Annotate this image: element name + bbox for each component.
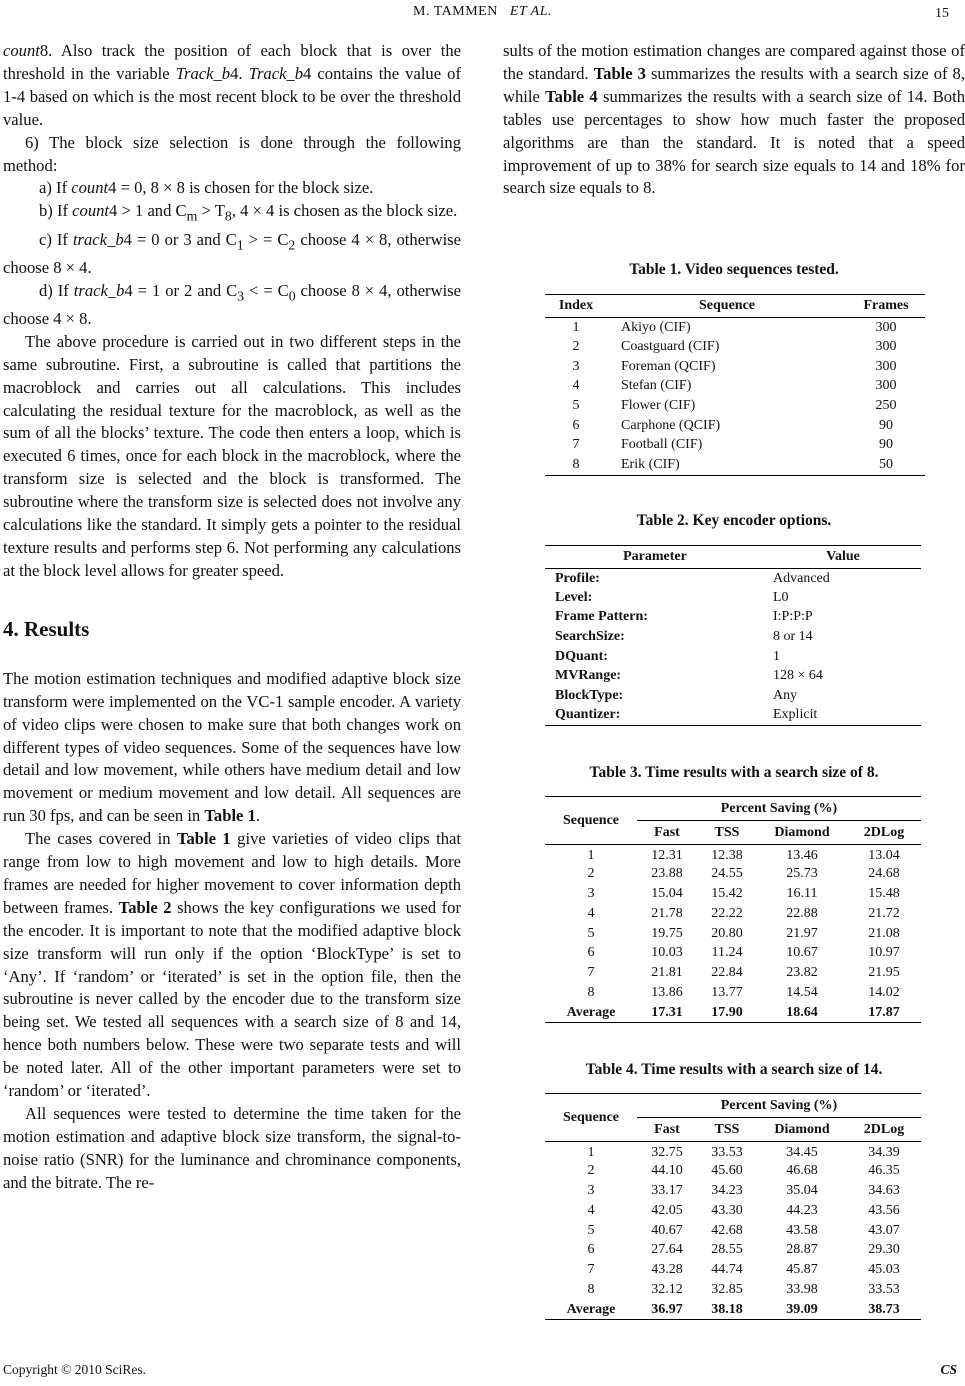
right-column xyxy=(503,40,965,200)
table4-cell: 1 xyxy=(587,1145,595,1161)
table4-cell: 33.98 xyxy=(786,1281,818,1297)
table3-cell: 22.84 xyxy=(711,965,743,981)
table1-cell: Football (CIF) xyxy=(621,437,703,453)
table1-cell: 50 xyxy=(847,455,925,475)
table2-param: SearchSize: xyxy=(555,629,625,645)
rule-b: b) If count4 > 1 and $C_m > T_8$, 4 × 4 is chosen as the block size. xyxy=(39,201,458,224)
table4-header: Diamond xyxy=(757,1118,847,1142)
journal-abbrev: CS xyxy=(940,1362,957,1377)
table3-cell: 7 xyxy=(587,965,595,981)
table1-cell: Flower (CIF) xyxy=(621,398,696,414)
table3-cell: 22.88 xyxy=(786,905,818,921)
table1-cell: 90 xyxy=(879,417,893,433)
table4-cell: 42.05 xyxy=(651,1202,683,1218)
table2-header: Value xyxy=(765,546,921,569)
table-row xyxy=(545,943,921,963)
table-row xyxy=(545,1280,921,1300)
page-number: 15 xyxy=(935,6,949,21)
paragraph-cases: The cases covered in Table 1 give varieties of video clips that range from low to high movement and low to high details. More frames are needed for higher movement to cover information depth between frames. Table 2 shows the key configurations we used for the encoder. It is important to note that the modified adaptive block size transform will run only if the option ‘BlockType’ is set to ‘Any’. If ‘random’ or ‘iterated’ is set in the option file, then the subroutine is never called by the encoder due to the transform size being set. We tested all sequences with a search size of 8 and 14, hence both numbers below. These were two separate tests and will be noted later. All of the other important parameters were set to ‘random’ or ‘iterated’. xyxy=(3,829,461,1101)
table4-cell: 34.63 xyxy=(868,1182,900,1198)
table3-cell: 12.38 xyxy=(711,848,743,864)
table4-cell: 45.03 xyxy=(868,1262,900,1278)
table4-cell: 27.64 xyxy=(651,1242,683,1258)
table2-value: I:P:P:P xyxy=(773,609,813,625)
table3-cell: 14.54 xyxy=(786,984,818,1000)
table-row xyxy=(545,845,921,865)
table3-cell: 1 xyxy=(587,848,595,864)
paragraph-results-intro: The motion estimation techniques and modified adaptive block size transform were implemented on the VC-1 sample encoder. A variety of video clips were chosen to make sure that both changes work on different types of video sequences. Some of the sequences have low detail and low movement, while others have medium detail and low movement or medium movement and low detail. All sequences are run 30 fps, and can be seen in Table 1. xyxy=(3,668,461,826)
running-title xyxy=(0,4,965,20)
table4-cell: 45.87 xyxy=(786,1262,818,1278)
copyright: Copyright © 2010 SciRes. xyxy=(3,1362,147,1377)
table3-cell: 18.64 xyxy=(757,1003,847,1023)
table1-cell: 3 xyxy=(572,358,580,374)
table-row xyxy=(545,1240,921,1260)
table-row xyxy=(545,416,925,436)
paragraph-count8: count8. Also track the position of each block that is over the threshold in the variable Track_b4. Track_b4 contains the value of 1-4 based on which is the most recent block to be over the threshold value. xyxy=(3,41,461,129)
table3-cell: 21.95 xyxy=(868,965,900,981)
table3-cell: 23.88 xyxy=(651,866,683,882)
table4-header: TSS xyxy=(697,1118,757,1142)
table2-param: DQuant: xyxy=(555,648,608,664)
table1-cell: 4 xyxy=(572,378,580,394)
table2-param: MVRange: xyxy=(555,668,622,684)
table3-cell: 8 xyxy=(587,984,595,1000)
table-row xyxy=(545,983,921,1003)
table1-cell: Akiyo (CIF) xyxy=(621,319,691,335)
table3-cell: 21.72 xyxy=(868,905,900,921)
table3-cell: 15.42 xyxy=(711,885,743,901)
table1-cell: 300 xyxy=(875,319,897,335)
table4-cell: 43.07 xyxy=(868,1222,900,1238)
table4-cell: 29.30 xyxy=(868,1242,900,1258)
table4-cell: 46.68 xyxy=(786,1163,818,1179)
table4-caption: Table 4. Time results with a search size of 14. xyxy=(585,1061,883,1078)
table3-cell: 3 xyxy=(587,885,595,901)
table4-cell: 2 xyxy=(587,1163,595,1179)
table3-cell: 20.80 xyxy=(711,925,743,941)
table-row xyxy=(545,455,925,475)
paragraph-procedure: The above procedure is carried out in two different steps in the same subroutine. First, a subroutine is called that partitions the macroblock and carries out all calculations. This includes calculating the residual texture for the macroblock, as well as the sum of all the blocks’ texture. The code then enters a loop, which is executed 6 times, once for each block in the macroblock, where the transform size is selected and the block is transformed. The subroutine where the transform size is selected does not involve any calculations like the standard. It simply gets a pointer to the residual texture results and performs step 6. Not performing any calculations at the block level allows for greater speed. xyxy=(3,331,461,580)
table-row xyxy=(545,436,925,456)
table-row xyxy=(545,884,921,904)
table-row xyxy=(545,1161,921,1181)
table-row xyxy=(545,608,921,628)
table3-cell: 17.87 xyxy=(847,1003,921,1023)
table2-value: L0 xyxy=(773,589,789,605)
table3-cell: 17.31 xyxy=(637,1003,697,1023)
table-row xyxy=(545,904,921,924)
table4-cell: 40.67 xyxy=(651,1222,683,1238)
table1-cell: Foreman (QCIF) xyxy=(621,358,716,374)
table3 xyxy=(545,796,921,1023)
table-row xyxy=(545,337,925,357)
left-column xyxy=(3,40,461,1195)
table3-cell: 13.04 xyxy=(868,848,900,864)
table1-cell: 7 xyxy=(572,437,580,453)
table2-caption: Table 2. Key encoder options. xyxy=(636,512,832,529)
table4-cell: 34.39 xyxy=(868,1145,900,1161)
table3-cell: 21.08 xyxy=(868,925,900,941)
table3-cell: 17.90 xyxy=(697,1003,757,1023)
table4-cell: 33.17 xyxy=(651,1182,683,1198)
table1-cell: 5 xyxy=(572,398,580,414)
section-heading-results: 4. Results xyxy=(3,616,90,641)
table3-cell: 14.02 xyxy=(868,984,900,1000)
table1-cell: Stefan (CIF) xyxy=(621,378,692,394)
table2-value: Explicit xyxy=(765,706,921,726)
table-row xyxy=(545,1003,921,1023)
table3-cell: 4 xyxy=(587,905,595,921)
table3-cell: 21.81 xyxy=(651,965,683,981)
rule-d: d) If track_b4 = 1 or 2 and $C_3$ < = $C_0$ choose 8 × 4, otherwise choose 4 × 8. xyxy=(3,280,461,328)
table1-cell: 300 xyxy=(875,339,897,355)
table3-cell: 16.11 xyxy=(786,885,818,901)
table1-cell: 250 xyxy=(875,398,897,414)
table-row xyxy=(545,318,925,338)
table-row xyxy=(545,924,921,944)
table4-cell: 7 xyxy=(587,1262,595,1278)
table1-cell: Carphone (QCIF) xyxy=(621,417,721,433)
table1-cell: 90 xyxy=(879,437,893,453)
table1-header: Sequence xyxy=(607,295,847,318)
table-row xyxy=(545,1260,921,1280)
table3-header: Fast xyxy=(637,821,697,845)
table-row xyxy=(545,1201,921,1221)
table3-header: TSS xyxy=(697,821,757,845)
table4-group-header: Percent Saving (%) xyxy=(637,1094,921,1118)
table2-value: Advanced xyxy=(773,570,830,586)
table-row xyxy=(545,569,921,589)
table-row xyxy=(545,396,925,416)
table3-cell: 24.55 xyxy=(711,866,743,882)
table3-cell: 2 xyxy=(587,866,595,882)
table4-cell: 8 xyxy=(587,1281,595,1297)
table4-cell: 44.23 xyxy=(786,1202,818,1218)
table4-cell: 6 xyxy=(587,1242,595,1258)
table3-cell: 23.82 xyxy=(786,965,818,981)
table4-header: 2DLog xyxy=(847,1118,921,1142)
table4-cell: 45.60 xyxy=(711,1163,743,1179)
paragraph-comparison: sults of the motion estimation changes are compared against those of the standard. Table 3 summarizes the results with a search size of 8, while Table 4 summarizes the results with a search size of 14. Both tables use percentages to show how much faster the proposed algorithms are than the standard. It is noted that a speed improvement of up to 38% for search size equals to 14 and 18% for search size equals to 8. xyxy=(503,41,965,198)
table3-cell: 6 xyxy=(587,945,595,961)
table3-cell: 13.46 xyxy=(786,848,818,864)
header-et-al: ET AL. xyxy=(509,4,552,19)
table2-value: 128 × 64 xyxy=(773,668,823,684)
table4-cell: 43.30 xyxy=(711,1202,743,1218)
table-row xyxy=(545,706,921,726)
table3-header: Diamond xyxy=(757,821,847,845)
table-row xyxy=(545,666,921,686)
table3-cell: 10.03 xyxy=(651,945,683,961)
table3-header: 2DLog xyxy=(847,821,921,845)
table2-param: Frame Pattern: xyxy=(555,609,648,625)
table4-cell: 46.35 xyxy=(868,1163,900,1179)
table-row xyxy=(545,627,921,647)
table4-cell: 32.12 xyxy=(651,1281,683,1297)
table3-row-header: Sequence xyxy=(545,797,637,845)
table4 xyxy=(545,1093,921,1320)
table2-value: 8 or 14 xyxy=(773,629,813,645)
table-row xyxy=(545,1181,921,1201)
table1-cell: 300 xyxy=(875,358,897,374)
table4-cell: 5 xyxy=(587,1222,595,1238)
table3-cell: 21.97 xyxy=(786,925,818,941)
table3-cell: 10.67 xyxy=(786,945,818,961)
rule-c: c) If track_b4 = 0 or 3 and $C_1$ > = $C_2$ choose 4 × 8, otherwise choose 8 × 4. xyxy=(3,229,462,277)
table-row xyxy=(545,1221,921,1241)
header-authors: M. TAMMEN xyxy=(413,4,498,19)
table1-header: Frames xyxy=(847,295,925,318)
table-row xyxy=(545,377,925,397)
table4-cell: 34.45 xyxy=(786,1145,818,1161)
table2 xyxy=(545,545,921,726)
table4-cell: Average xyxy=(545,1300,637,1320)
table3-cell: 12.31 xyxy=(651,848,683,864)
table4-cell: 28.55 xyxy=(711,1242,743,1258)
table4-cell: 38.18 xyxy=(697,1300,757,1320)
table-row xyxy=(545,1300,921,1320)
table-row xyxy=(545,357,925,377)
table2-param: BlockType: xyxy=(555,687,624,703)
table3-caption: Table 3. Time results with a search size of 8. xyxy=(589,764,879,781)
table1-cell: 6 xyxy=(572,417,580,433)
table1-cell: 2 xyxy=(572,339,580,355)
table4-cell: 36.97 xyxy=(637,1300,697,1320)
table3-cell: 5 xyxy=(587,925,595,941)
table3-cell: 15.04 xyxy=(651,885,683,901)
table4-row-header: Sequence xyxy=(545,1094,637,1142)
table3-cell: 25.73 xyxy=(786,866,818,882)
table-row xyxy=(545,1142,921,1162)
table3-cell: 13.77 xyxy=(711,984,743,1000)
table4-cell: 43.28 xyxy=(651,1262,683,1278)
table3-cell: Average xyxy=(545,1003,637,1023)
table4-cell: 4 xyxy=(587,1202,595,1218)
table-row xyxy=(545,963,921,983)
table4-cell: 39.09 xyxy=(757,1300,847,1320)
table4-cell: 43.56 xyxy=(868,1202,900,1218)
table-row xyxy=(545,686,921,706)
table1-cell: Coastguard (CIF) xyxy=(621,339,720,355)
table3-cell: 10.97 xyxy=(868,945,900,961)
table4-cell: 28.87 xyxy=(786,1242,818,1258)
table1-cell: Erik (CIF) xyxy=(607,455,847,475)
table1-cell: 8 xyxy=(545,455,607,475)
table3-cell: 24.68 xyxy=(868,866,900,882)
table3-cell: 15.48 xyxy=(868,885,900,901)
paragraph-tested: All sequences were tested to determine the time taken for the motion estimation and adaptive block size transform, the signal-to-noise ratio (SNR) for the luminance and chrominance components, and the bitrate. The re- xyxy=(3,1104,461,1192)
table1-cell: 300 xyxy=(875,378,897,394)
table3-cell: 22.22 xyxy=(711,905,743,921)
table-row xyxy=(545,588,921,608)
table4-cell: 33.53 xyxy=(711,1145,743,1161)
table2-param: Level: xyxy=(555,589,593,605)
table-row xyxy=(545,864,921,884)
table4-cell: 32.75 xyxy=(651,1145,683,1161)
table-row xyxy=(545,647,921,667)
table3-cell: 11.24 xyxy=(711,945,743,961)
table4-cell: 44.74 xyxy=(711,1262,743,1278)
table4-cell: 38.73 xyxy=(847,1300,921,1320)
table4-cell: 32.85 xyxy=(711,1281,743,1297)
rule-a: a) If count4 = 0, 8 × 8 is chosen for the block size. xyxy=(39,178,374,198)
paragraph-step6: 6) The block size selection is done through the following method: xyxy=(3,132,461,175)
table4-cell: 33.53 xyxy=(868,1281,900,1297)
table1-caption: Table 1. Video sequences tested. xyxy=(629,261,839,278)
table4-cell: 35.04 xyxy=(786,1182,818,1198)
table4-cell: 43.58 xyxy=(786,1222,818,1238)
table2-param: Profile: xyxy=(555,570,600,586)
table1-header: Index xyxy=(545,295,607,318)
table3-group-header: Percent Saving (%) xyxy=(637,797,921,821)
table2-value: 1 xyxy=(773,648,780,664)
table3-cell: 19.75 xyxy=(651,925,683,941)
table4-cell: 42.68 xyxy=(711,1222,743,1238)
table2-value: Any xyxy=(773,687,798,703)
table4-cell: 44.10 xyxy=(651,1163,683,1179)
table1 xyxy=(545,294,925,476)
table4-header: Fast xyxy=(637,1118,697,1142)
page-header xyxy=(0,4,965,24)
table3-cell: 21.78 xyxy=(651,905,683,921)
table4-cell: 34.23 xyxy=(711,1182,743,1198)
table4-cell: 3 xyxy=(587,1182,595,1198)
table1-cell: 1 xyxy=(572,319,580,335)
table2-param: Quantizer: xyxy=(545,706,765,726)
table2-header: Parameter xyxy=(545,546,765,569)
table3-cell: 13.86 xyxy=(651,984,683,1000)
